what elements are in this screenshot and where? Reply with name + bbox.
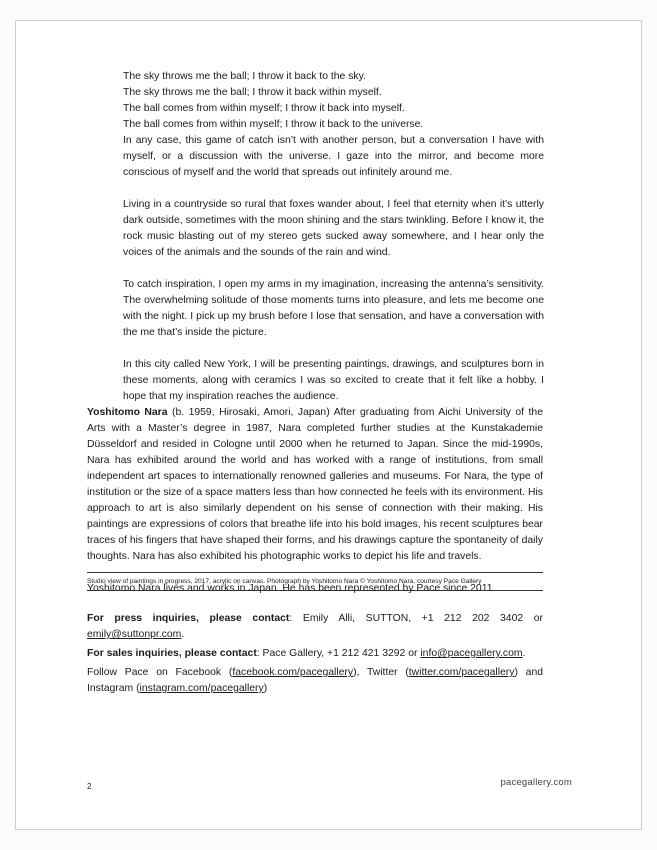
- statement-paragraph: To catch inspiration, I open my arms in my imagination, increasing the antenna’s sensitivity. The overwhelming solitude of those moments turns into pleasure, and lets me become one with the night. I pick up my brush before I lose that sensation, and have a conversation with the me that’s inside the picture.: [123, 279, 544, 338]
- poem-line: The sky throws me the ball; I throw it back within myself.: [123, 87, 382, 98]
- statement-paragraph: In this city called New York, I will be presenting paintings, drawings, and sculptures born in these moments, along with ceramics I was so excited to create that it felt like a hobby. I hope that my inspiration reaches the audience.: [123, 359, 544, 402]
- sales-email-link[interactable]: info@pacegallery.com: [420, 648, 523, 659]
- press-label: For press inquiries, please contact: [87, 613, 290, 624]
- sales-end: .: [522, 648, 526, 659]
- poem-line: The ball comes from within myself; I throw it back into myself.: [123, 103, 405, 114]
- follow-mid-2: ) and Instagram (: [87, 667, 544, 694]
- bio-closing: Yoshitomo Nara lives and works in Japan. He has been represented by Pace since 2011.: [87, 583, 496, 594]
- instagram-link[interactable]: instagram.com/pacegallery: [139, 683, 264, 694]
- twitter-link[interactable]: twitter.com/pacegallery: [408, 667, 515, 678]
- sales-text: : Pace Gallery, +1 212 421 3292 or: [256, 648, 421, 659]
- social-follow: [87, 665, 543, 697]
- statement-paragraph: Living in a countryside so rural that foxes wander about, I feel that eternity when it’s utterly dark outside, sometimes with the moon shining and the stars twinkling. Before I know it, the rock music blasting out of my stereo gets sucked away somewhere, and I hear only the voices of the animals and the sounds of the rain and wind.: [123, 199, 544, 258]
- press-end: .: [181, 629, 185, 640]
- bio-artist-name: Yoshitomo Nara: [87, 407, 168, 418]
- follow-mid-1: ), Twitter (: [353, 667, 409, 678]
- sales-contact: [87, 646, 543, 662]
- poem-line: The sky throws me the ball; I throw it back to the sky.: [123, 71, 366, 82]
- caption-divider-top: [87, 572, 543, 573]
- poem: [123, 69, 543, 133]
- page-number: 2: [87, 782, 92, 791]
- press-contact: [87, 611, 543, 643]
- caption-divider-bottom: [87, 590, 543, 591]
- follow-prefix: Follow Pace on Facebook (: [87, 667, 233, 678]
- artist-statement: [123, 133, 544, 421]
- bio-paragraph: [87, 405, 543, 565]
- press-text: : Emily Alli, SUTTON, +1 212 202 3402 or: [289, 613, 543, 624]
- facebook-link[interactable]: facebook.com/pacegallery: [232, 667, 354, 678]
- follow-end: ): [263, 683, 268, 694]
- contact-section: [87, 611, 543, 700]
- press-email-link[interactable]: emily@suttonpr.com: [87, 629, 182, 640]
- sales-label: For sales inquiries, please contact: [87, 648, 257, 659]
- bio-text: (b. 1959, Hirosaki, Amori, Japan) After graduating from Aichi University of the Arts with a Master’s degree in 1987, Nara completed further studies at the Kunstakademie Düsseldorf and resided in Cologne until 2000 when he returned to Japan. Since the mid-1990s, Nara has exhibited around the world and has worked with a range of institutions, from small independent art spaces to internationally renowned galleries and museums. For Nara, the type of institution or the size of a space matters less than how connected he feels with its environment. His approach to art is also similarly dependent on his sense of connection with their making. His paintings are expressions of colors that breathe life into his bold images, his recent sculptures bear traces of his fingers that have shaped their forms, and his drawings capture the spontaneity of daily thoughts. Nara has also exhibited his photographic works to depict his life and travels.: [87, 407, 543, 562]
- poem-line: The ball comes from within myself; I throw it back to the universe.: [123, 119, 424, 130]
- footer-website[interactable]: pacegallery.com: [500, 777, 572, 788]
- image-caption: Studio view of paintings in progress, 2017, acrylic on canvas. Photograph by Yoshitomo Nara © Yoshitomo Nara, courtesy Pace Gallery: [87, 578, 482, 585]
- statement-paragraph: In any case, this game of catch isn’t with another person, but a conversation I have with myself, or a discussion with the universe. I gaze into the mirror, and become more conscious of myself and the world that spreads out infinitely around me.: [123, 135, 544, 178]
